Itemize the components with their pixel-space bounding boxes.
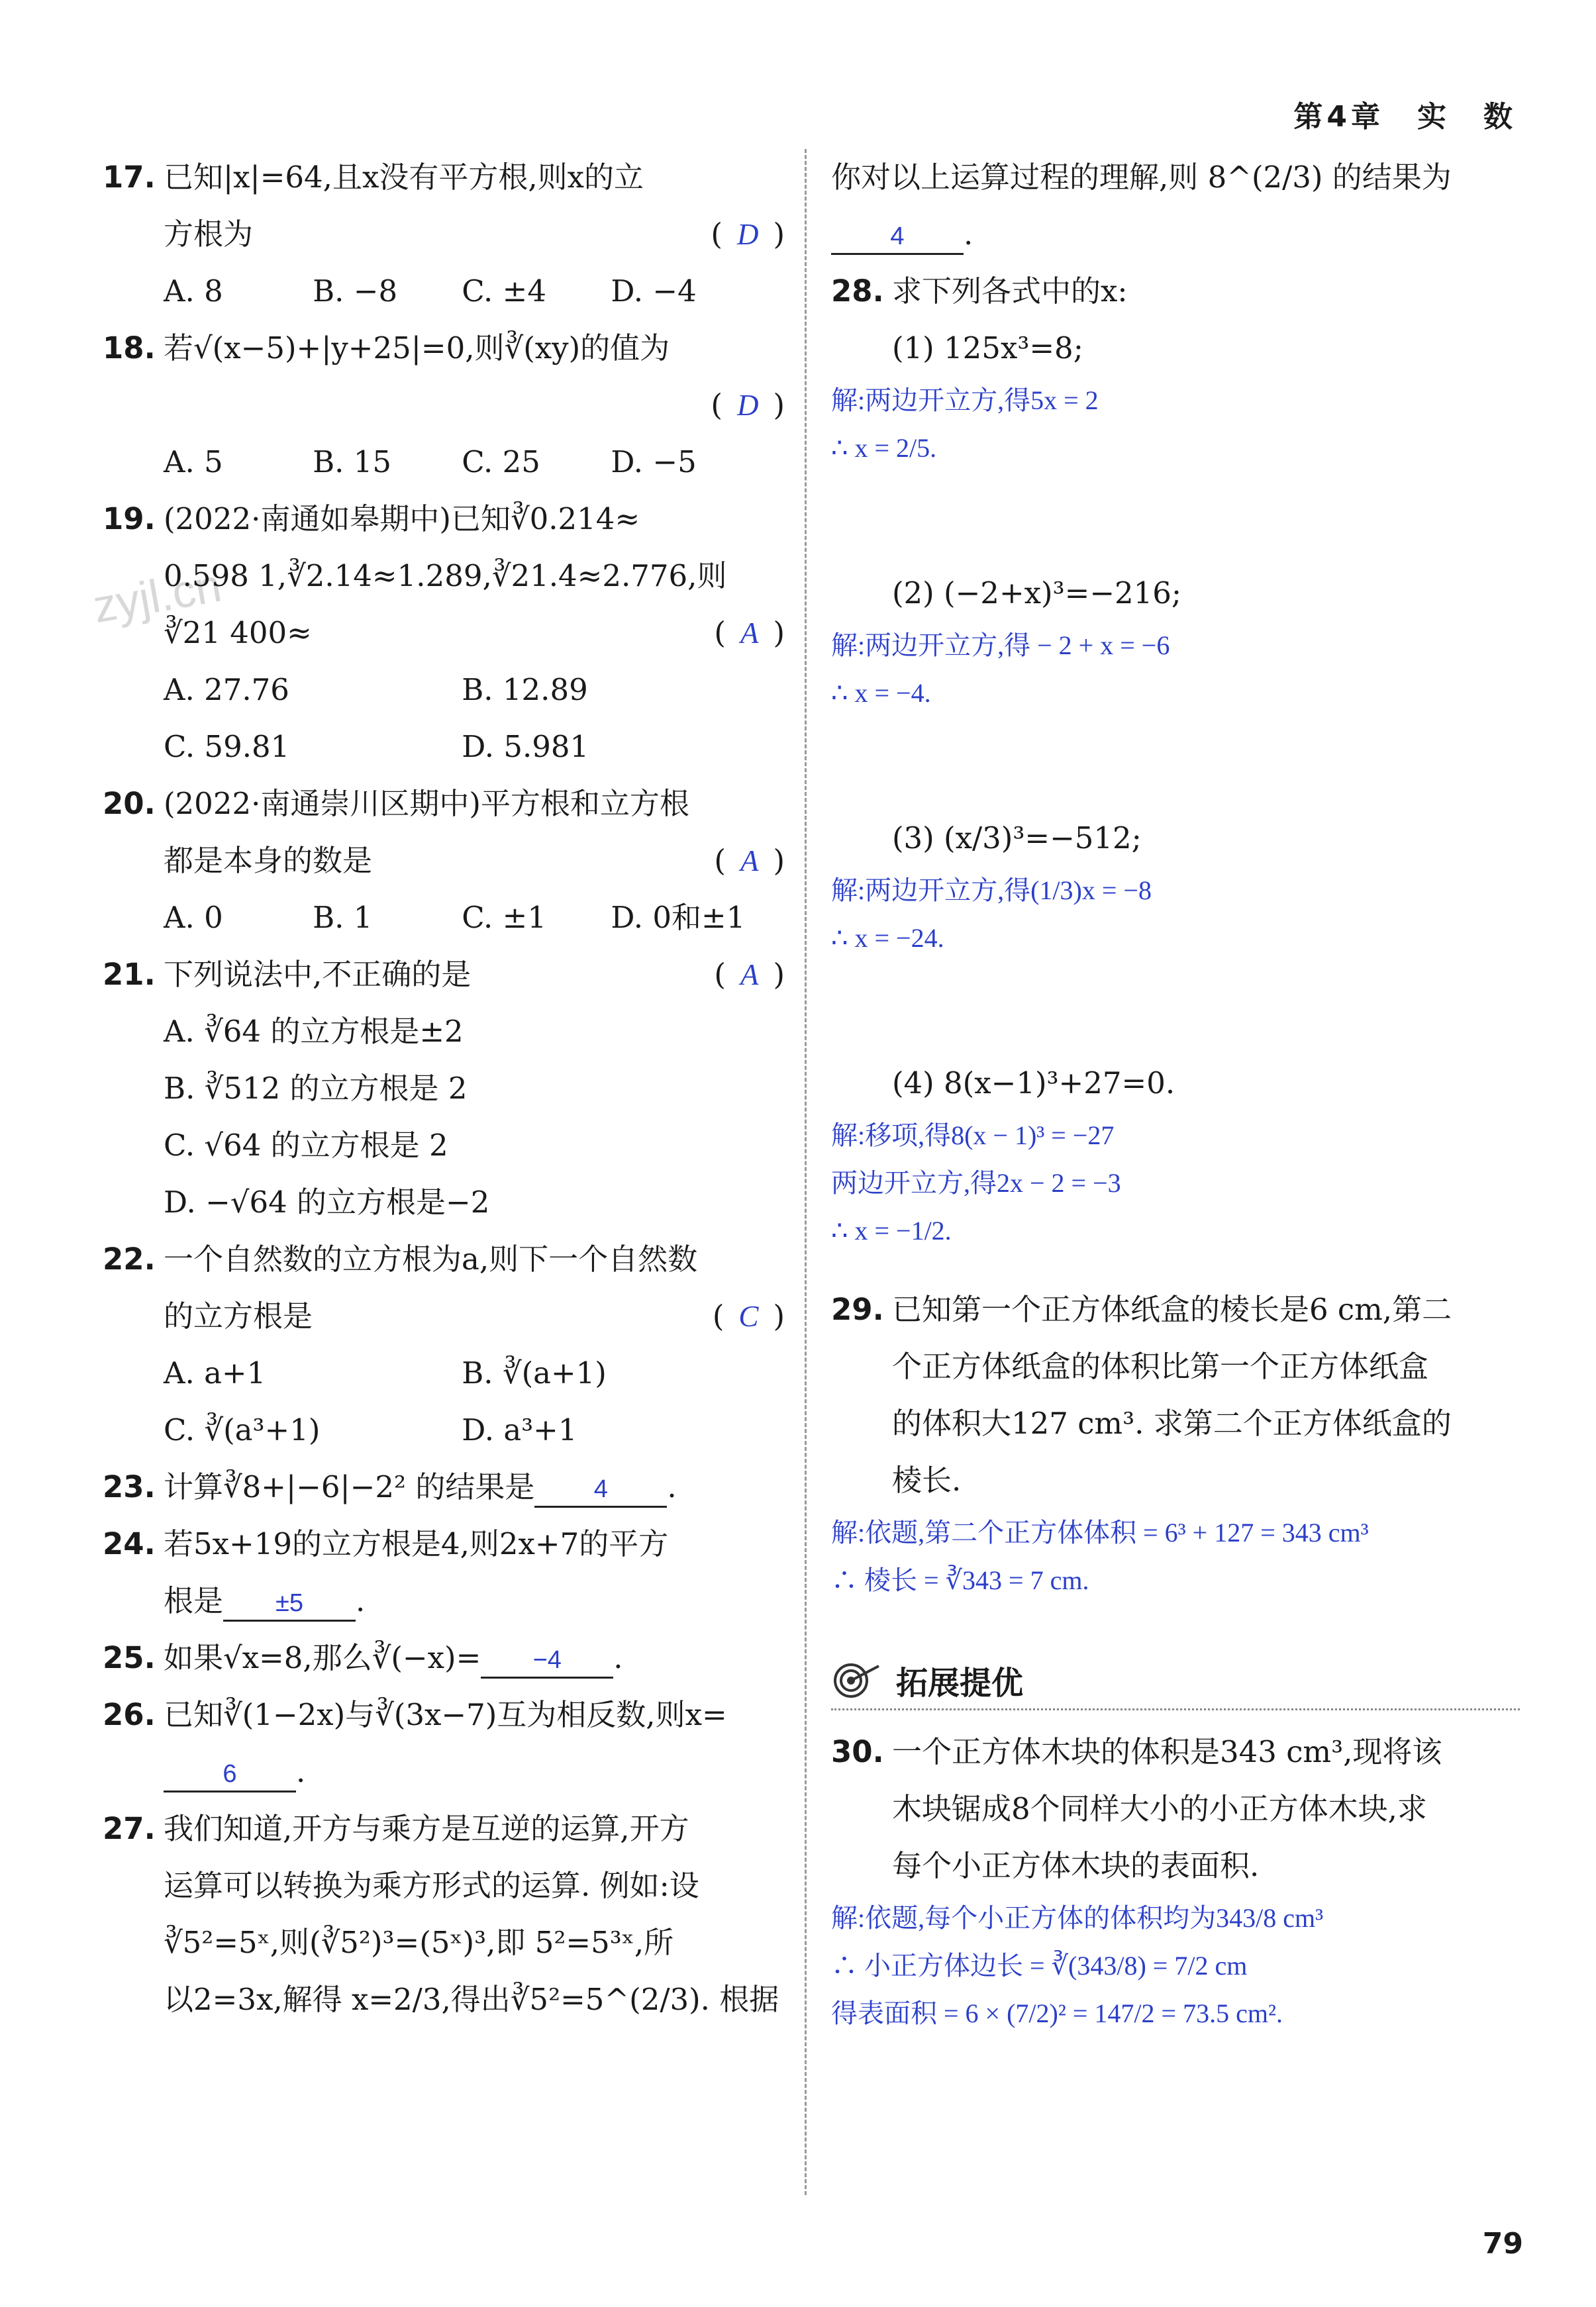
q21-option-c: C. √64 的立方根是 2	[164, 1128, 448, 1163]
q22-options-ab: A. a+1 B. ∛(a+1)	[164, 1355, 607, 1391]
q17-answer: ( D )	[711, 217, 785, 252]
q28-part4-solution-3: ∴ x = −1/2.	[831, 1216, 952, 1246]
q26-answer-blank: 6	[164, 1757, 296, 1792]
left-column: 17. 已知|x|=64,且x没有平方根,则x的立 方根为 ( D ) A. 8 B. −8 C. ±4 D. −4 18. 若√(x−5)+|y+25|=0,则∛(xy)的值为 ( D ) A. 5 B. 15 C. 25 D. −5 19. (2022·南通如皋期中)已知∛0.214≈ 0.598 1,∛2.14≈1.289,∛21.4≈2.776,则 ∛21 400≈ ( A ) A. 27.76 B. 12.89 C. 59.81 D. 5.981 20. (2022·南通崇川区期中)平方根和立方根 都是本身的数是 ( A ) A. 0 B. 1 C. ±1 D. 0和±1 21. 下列说法中,不正确的是 ( A ) A. ∛64 的立方根是±2 B. ∛512 的立方根是 2 C. √64 的立方根是 2 D. −√64 的立方根是−2 22. 一个自然数的立方根为a,则下一个自然数 的立方根是 ( C ) A. a+1 B. ∛(a+1) C. ∛(a³+1) D. a³+1 23. 计算∛8+|−6|−2² 的结果是 4 . 24. 若5x+19的立方根是4,则2x+7的平方 根是 ±5 . 25. 如果√x=8,那么∛(−x)= −4 . 26. 已知∛(1−2x)与∛(3x−7)互为相反数,则x= 6 . 27. 我们知道,开方与乘方是互逆的运算,开方 运算可以转换为乘方形式的运算. 例如:设 ∛5²=5ˣ,则(∛5²)³=(5ˣ)³,即 5²=5³ˣ,所 以2=3x,解得 x=2/3,得出∛5²=5^(2/3). 根据	[103, 149, 785, 2028]
q28-part4-solution-1: 解:移项,得8(x − 1)³ = −27	[831, 1120, 1115, 1150]
q17: 17. 已知|x|=64,且x没有平方根,则x的立	[103, 160, 644, 195]
section-header	[831, 1657, 1520, 1710]
q20-options: A. 0 B. 1 C. ±1 D. 0和±1	[164, 900, 746, 935]
q21-option-a: A. ∛64 的立方根是±2	[164, 1014, 464, 1049]
q17-stem: 已知|x|=64,且x没有平方根,则x的立	[164, 160, 644, 195]
q21-answer: ( A )	[714, 957, 785, 992]
q19-options-ab: A. 27.76 B. 12.89	[164, 672, 588, 707]
q25: 25. 如果√x=8,那么∛(−x)= −4 .	[103, 1630, 785, 1687]
q29-solution-2: ∴ 棱长 = ∛343 = 7 cm.	[831, 1565, 1089, 1595]
chapter-header: 第4章 实 数	[1293, 100, 1517, 134]
q19-options-cd: C. 59.81 D. 5.981	[164, 729, 589, 764]
q27: 27. 我们知道,开方与乘方是互逆的运算,开方	[103, 1811, 689, 1846]
q23: 23. 计算∛8+|−6|−2² 的结果是 4 .	[103, 1459, 785, 1516]
q25-answer-blank: −4	[481, 1644, 613, 1679]
q21-option-d: D. −√64 的立方根是−2	[164, 1185, 490, 1220]
q28-part1-solution-1: 解:两边开立方,得5x = 2	[831, 385, 1099, 415]
q28: 28. 求下列各式中的x:	[831, 273, 1128, 309]
q27-continued: 你对以上运算过程的理解,则 8^(2/3) 的结果为	[831, 160, 1452, 195]
column-divider	[805, 149, 807, 2195]
q18-answer: ( D )	[711, 387, 785, 422]
q28-part4: (4) 8(x−1)³+27=0.	[892, 1065, 1175, 1101]
q22-options-cd: C. ∛(a³+1) D. a³+1	[164, 1412, 577, 1448]
q19: 19. (2022·南通如皋期中)已知∛0.214≈	[103, 501, 640, 536]
q23-answer-blank: 4	[534, 1473, 667, 1508]
q20: 20. (2022·南通崇川区期中)平方根和立方根	[103, 786, 689, 821]
q28-part2-solution-1: 解:两边开立方,得 − 2 + x = −6	[831, 630, 1170, 660]
q28-part1-solution-2: ∴ x = 2/5.	[831, 433, 937, 463]
q30-solution-2: ∴ 小正方体边长 = ∛(343/8) = 7/2 cm	[831, 1951, 1248, 1981]
q20-answer: ( A )	[714, 843, 785, 878]
q21-option-b: B. ∛512 的立方根是 2	[164, 1071, 468, 1106]
q24-answer-blank: ±5	[223, 1587, 356, 1622]
q19-answer: ( A )	[714, 615, 785, 650]
q21-stem: 下列说法中,不正确的是	[164, 957, 472, 992]
q17-options: A. 8 B. −8 C. ±4 D. −4	[164, 273, 697, 309]
q18: 18. 若√(x−5)+|y+25|=0,则∛(xy)的值为	[103, 330, 670, 366]
q28-part3-solution-1: 解:两边开立方,得(1/3)x = −8	[831, 875, 1152, 905]
q30: 30. 一个正方体木块的体积是343 cm³,现将该	[831, 1734, 1442, 1769]
q28-part3-solution-2: ∴ x = −24.	[831, 923, 944, 953]
q29-solution-1: 解:依题,第二个正方体体积 = 6³ + 127 = 343 cm³	[831, 1518, 1369, 1547]
q28-part1: (1) 125x³=8;	[892, 330, 1083, 366]
q28-part4-solution-2: 两边开立方,得2x − 2 = −3	[831, 1168, 1121, 1198]
q22: 22. 一个自然数的立方根为a,则下一个自然数	[103, 1242, 698, 1277]
q30-solution-1: 解:依题,每个小正方体的体积均为343/8 cm³	[831, 1903, 1324, 1933]
target-icon	[831, 1661, 884, 1700]
q27-answer-blank: 4	[831, 220, 964, 255]
q18-stem: 若√(x−5)+|y+25|=0,则∛(xy)的值为	[164, 330, 670, 366]
q28-part2-solution-2: ∴ x = −4.	[831, 678, 931, 708]
q29: 29. 已知第一个正方体纸盒的棱长是6 cm,第二	[831, 1292, 1452, 1327]
q26: 26. 已知∛(1−2x)与∛(3x−7)互为相反数,则x=	[103, 1697, 727, 1732]
q19-stem: (2022·南通如皋期中)已知∛0.214≈	[164, 501, 640, 536]
q18-options: A. 5 B. 15 C. 25 D. −5	[164, 444, 697, 479]
q28-part2: (2) (−2+x)³=−216;	[892, 575, 1182, 611]
q24: 24. 若5x+19的立方根是4,则2x+7的平方	[103, 1526, 669, 1561]
page-number: 79	[1482, 2227, 1523, 2261]
q28-part3: (3) (x/3)³=−512;	[892, 820, 1142, 856]
q22-stem: 一个自然数的立方根为a,则下一个自然数	[164, 1242, 698, 1277]
section-title: 拓展提优	[896, 1665, 1024, 1702]
right-column: 你对以上运算过程的理解,则 8^(2/3) 的结果为 4 . 28. 求下列各式中的x: (1) 125x³=8; 解:两边开立方,得5x = 2 ∴ x = 2/5. (2) (−2+x)³=−216; 解:两边开立方,得 − 2 + x = −6 ∴ x = −4. (3) (x/3)³=−512; 解:两边开立方,得(1/3)x = −8 ∴ x = −24. (4) 8(x−1)³+27=0. 解:移项,得8(x − 1)³ = −27 两边开立方,得2x − 2 = −3 ∴ x = −1/2. 29. 已知第一个正方体纸盒的棱长是6 cm,第二 个正方体纸盒的体积比第一个正方体纸盒 的体积大127 cm³. 求第二个正方体纸盒的 棱长. 解:依题,第二个正方体体积 = 6³ + 127 = 343 cm³ ∴ 棱长 = ∛343 = 7 cm. 拓展提优 30. 一个正方体木块的体积是343 cm³,现将该 木块锯成8个同样大小的小正方体木块,求 每个小正方体木块的表面积. 解:依题,每个小正方体的体积均为343/8 cm³ ∴ 小正方体边长 = ∛(343/8) = 7/2 cm 得表面积 = 6 × (7/2)² = 147/2 = 73.5 cm².	[831, 149, 1520, 2037]
q21: 21. 下列说法中,不正确的是 ( A )	[103, 946, 785, 1003]
watermark: zyjl.cn	[89, 559, 225, 633]
q22-answer: ( C )	[712, 1299, 785, 1334]
q30-solution-3: 得表面积 = 6 × (7/2)² = 147/2 = 73.5 cm².	[831, 1998, 1283, 2028]
q20-stem: (2022·南通崇川区期中)平方根和立方根	[164, 786, 689, 821]
